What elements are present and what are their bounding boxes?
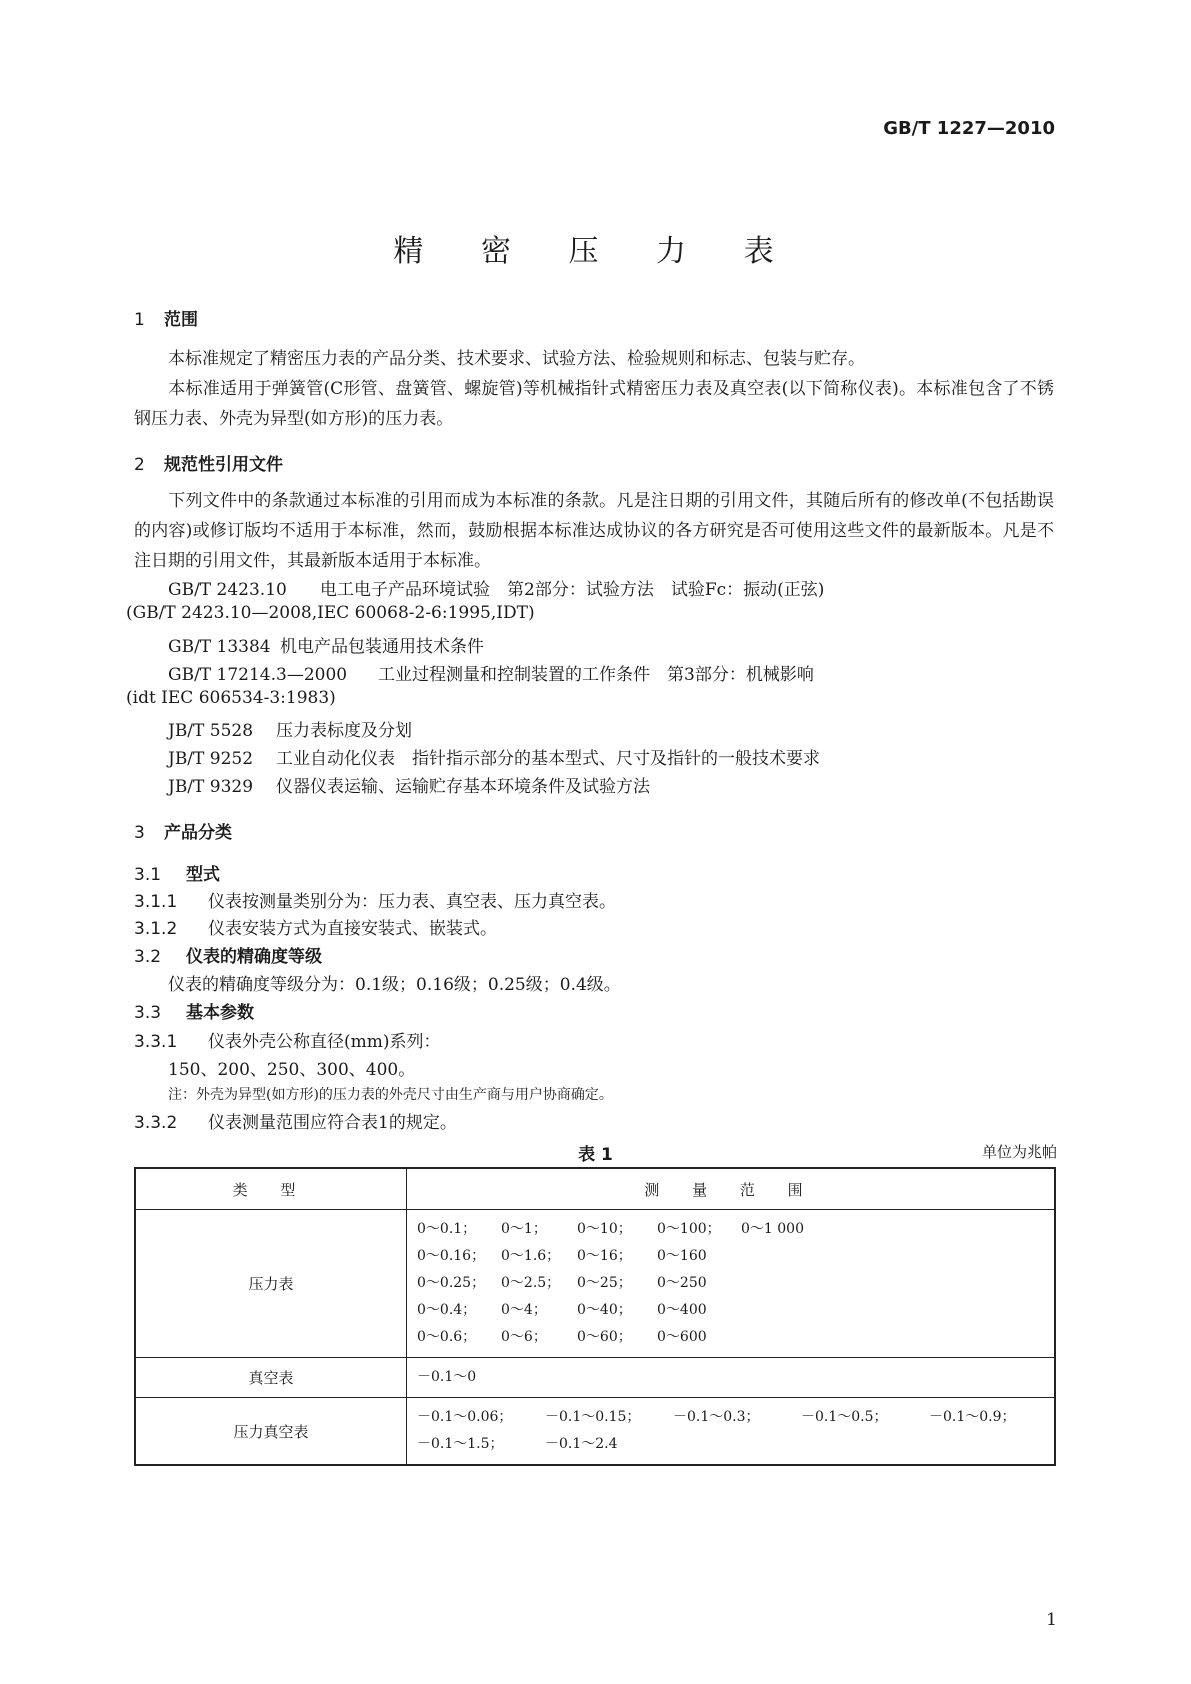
section-title: 产品分类	[164, 823, 232, 843]
paragraph: 本标准适用于弹簧管(C形管、盘簧管、螺旋管)等机械指针式精密压力表及真空表(以下简称仪表)。本标准包含了不锈钢压力表、外壳为异型(如方形)的压力表。	[134, 379, 1054, 429]
section-title: 范围	[164, 310, 198, 330]
subsection-3-1-heading: 3.1 型式	[134, 865, 220, 885]
clause-3-3-2: 3.3.2 仪表测量范围应符合表1的规定。	[134, 1113, 457, 1133]
column-header-type: 类 型	[135, 1168, 407, 1210]
page-number: 1	[1046, 1610, 1057, 1630]
page-title: 精 密 压 力 表	[393, 234, 798, 269]
reference-item: GB/T 2423.10 电工电子产品环境试验 第2部分：试验方法 试验Fc：振动(正弦)	[168, 580, 825, 600]
clause-3-1-1: 3.1.1 仪表按测量类别分为：压力表、真空表、压力真空表。	[134, 892, 616, 912]
table-row	[135, 1398, 1055, 1466]
reference-item: (GB/T 2423.10—2008,IEC 60068-2-6:1995,IDT)	[126, 603, 535, 623]
section-2-heading	[134, 450, 283, 475]
clause-3-3-1: 3.3.1 仪表外壳公称直径(mm)系列：	[134, 1032, 441, 1052]
table-header-row	[135, 1168, 1055, 1210]
clause-3-1-2: 3.1.2 仪表安装方式为直接安装式、嵌装式。	[134, 919, 497, 939]
measurement-range-table	[134, 1167, 1056, 1466]
table-row	[135, 1358, 1055, 1398]
section-number: 2	[134, 455, 145, 475]
reference-item: GB/T 13384 机电产品包装通用技术条件	[168, 637, 484, 657]
section-1-body	[134, 344, 1054, 434]
section-2-intro: 下列文件中的条款通过本标准的引用而成为本标准的条款。凡是注日期的引用文件，其随后所有的修改单(不包括勘误的内容)或修订版均不适用于本标准，然而，鼓励根据本标准达成协议的各方研究是否可使用这些文件的最新版本。凡是不注日期的引用文件，其最新版本适用于本标准。	[134, 491, 1054, 571]
accuracy-grades-text: 仪表的精确度等级分为：0.1级；0.16级；0.25级；0.4级。	[168, 975, 621, 995]
subsection-3-2-heading: 3.2 仪表的精确度等级	[134, 947, 322, 967]
range-cell: 0～0.1； 0～1； 0～10； 0～100； 0～1 000 0～0.16； 0～1.6； 0～16； 0～160 0～0.25； 0～2.5； 0～25； 0～250 0～0.4； 0～4； 0～40； 0～400 0～0.6； 0～6； 0～60； 0～600	[407, 1210, 1056, 1358]
section-number: 3	[134, 823, 145, 843]
reference-item: (idt IEC 606534-3:1983)	[126, 688, 336, 708]
note: 注：外壳为异型(如方形)的压力表的外壳尺寸由生产商与用户协商确定。	[168, 1087, 613, 1103]
paragraph: 本标准规定了精密压力表的产品分类、技术要求、试验方法、检验规则和标志、包装与贮存。	[168, 349, 865, 369]
type-cell: 压力真空表	[135, 1398, 407, 1466]
range-cell: －0.1～0.06； －0.1～0.15； －0.1～0.3； －0.1～0.5； －0.1～0.9； －0.1～1.5； －0.1～2.4	[407, 1398, 1056, 1466]
standard-code: GB/T 1227—2010	[883, 118, 1055, 139]
type-cell: 真空表	[135, 1358, 407, 1398]
reference-item: GB/T 17214.3—2000 工业过程测量和控制装置的工作条件 第3部分：机械影响	[168, 665, 814, 685]
column-header-range: 测 量 范 围	[407, 1168, 1056, 1210]
section-number: 1	[134, 310, 145, 330]
section-3-heading	[134, 818, 232, 843]
table-unit: 单位为兆帕	[981, 1143, 1057, 1161]
type-cell: 压力表	[135, 1210, 407, 1358]
table-title: 表 1	[578, 1145, 613, 1165]
diameter-values: 150、200、250、300、400。	[168, 1060, 416, 1080]
reference-item: JB/T 5528 压力表标度及分划	[168, 721, 412, 741]
section-title: 规范性引用文件	[164, 455, 283, 475]
subsection-3-3-heading: 3.3 基本参数	[134, 1003, 254, 1023]
table-row	[135, 1210, 1055, 1358]
reference-item: JB/T 9329 仪器仪表运输、运输贮存基本环境条件及试验方法	[168, 777, 650, 797]
range-cell: －0.1～0	[407, 1358, 1056, 1398]
reference-item: JB/T 9252 工业自动化仪表 指针指示部分的基本型式、尺寸及指针的一般技术要求	[168, 749, 820, 769]
section-1-heading	[134, 305, 198, 330]
